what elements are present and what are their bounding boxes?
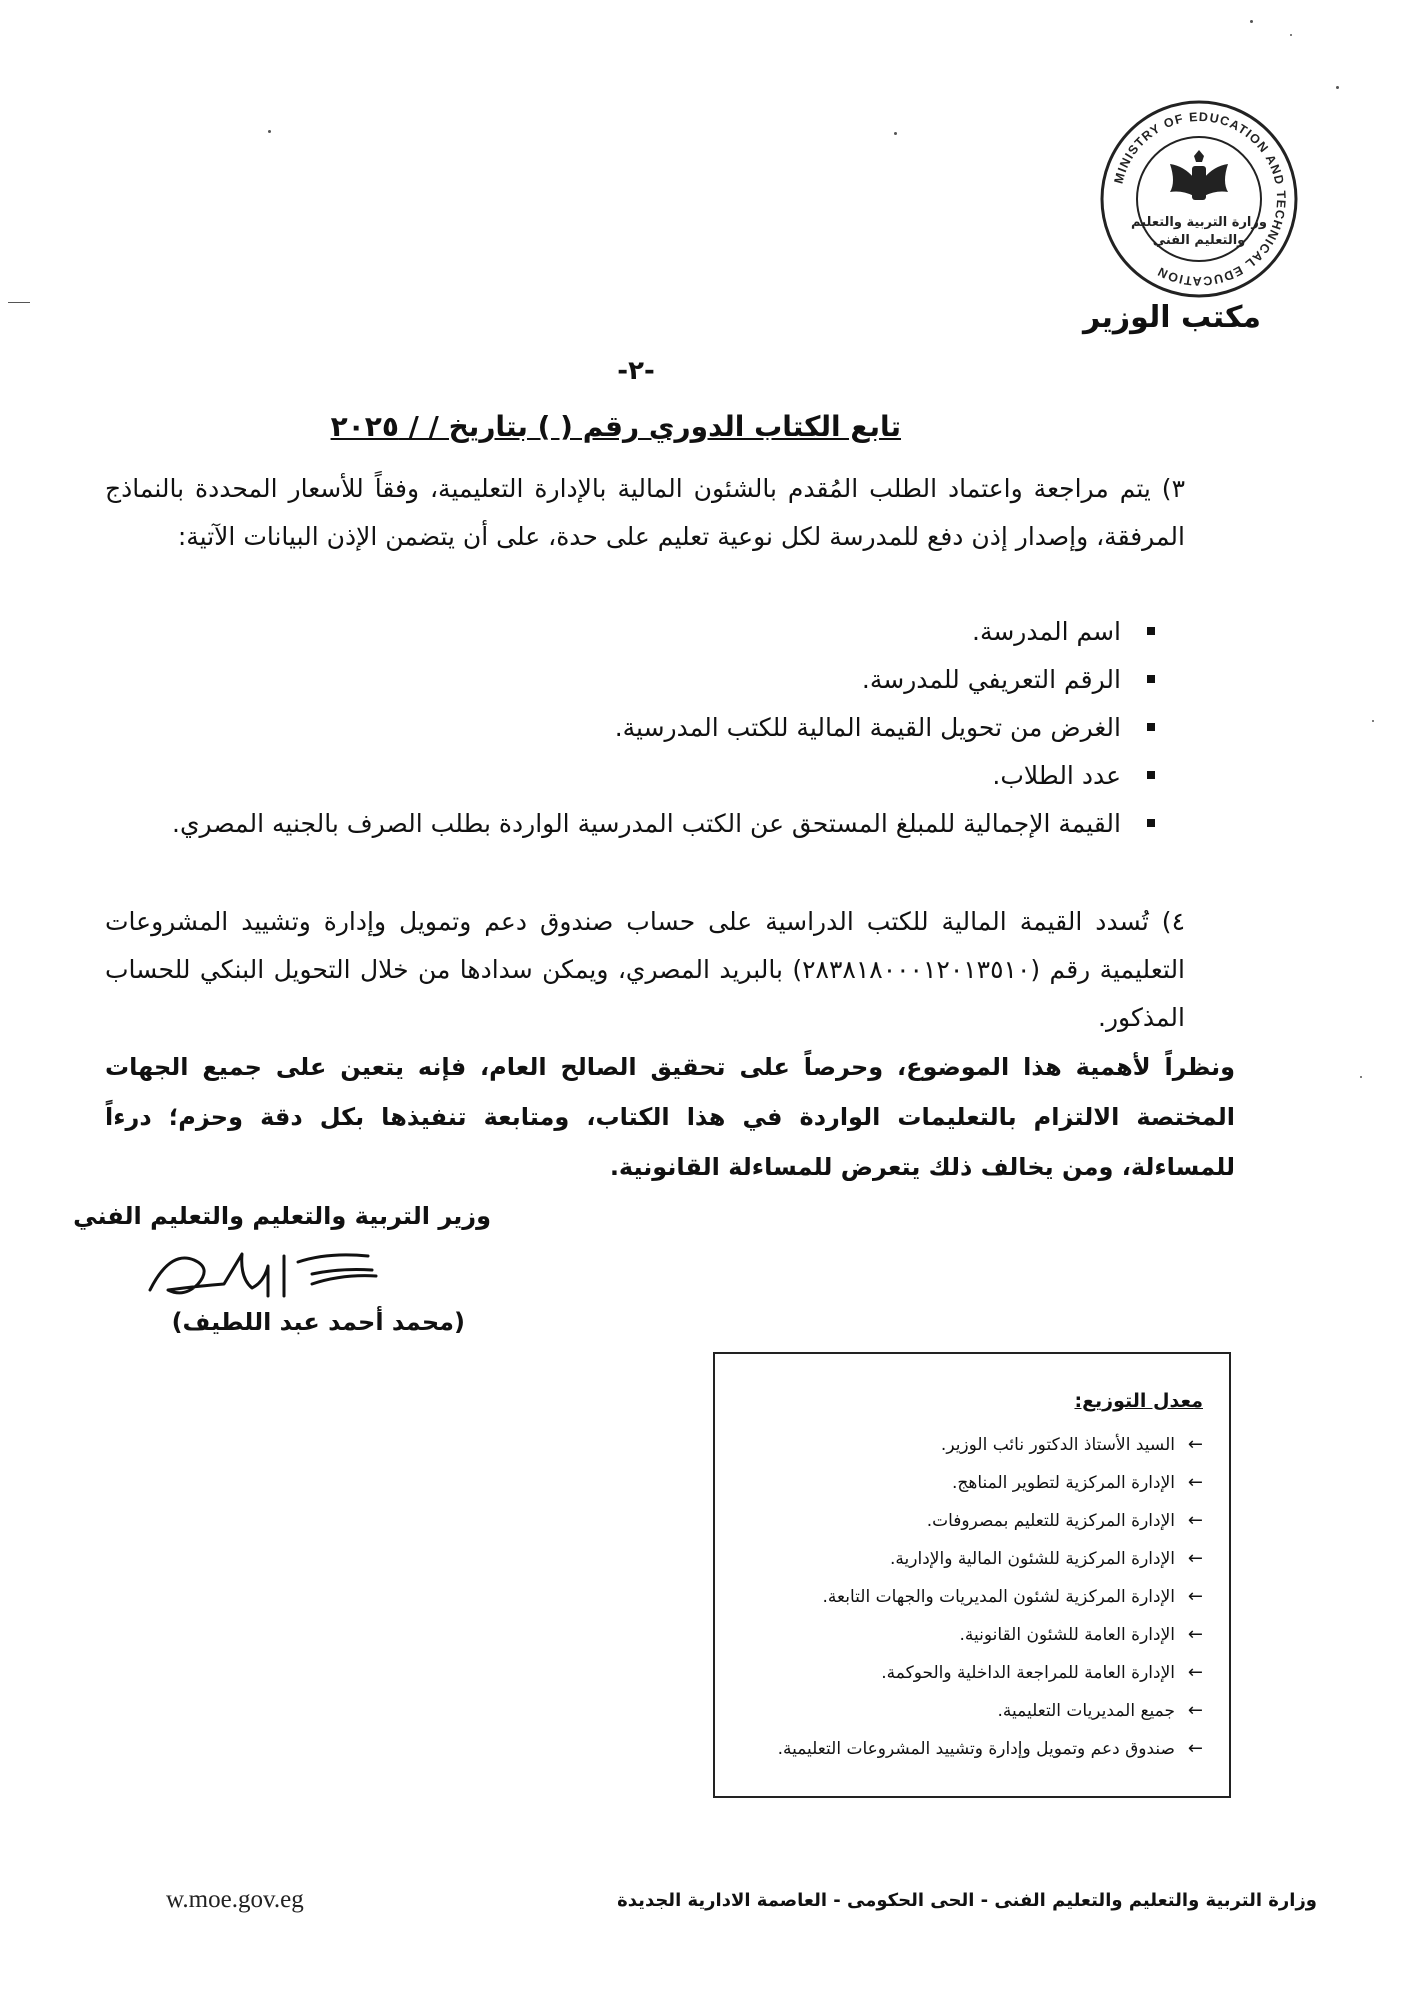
square-bullet-icon [1147,675,1155,683]
distribution-item: الإدارة المركزية لشئون المديريات والجهات التابعة. [822,1587,1175,1607]
left-arrow-icon: ← [1187,1586,1203,1607]
distribution-list [735,1426,1203,1768]
list-item [735,1578,1203,1616]
scan-speck [1290,34,1292,36]
left-arrow-icon: ← [1187,1510,1203,1531]
distribution-item: الإدارة العامة للمراجعة الداخلية والحوكمة. [881,1663,1175,1683]
left-arrow-icon: ← [1187,1548,1203,1569]
list-item [735,1692,1203,1730]
square-bullet-icon [1147,771,1155,779]
footer-address: وزارة التربية والتعليم والتعليم الفنى - الحى الحكومى - العاصمة الادارية الجديدة [617,1890,1317,1911]
list-item-text: القيمة الإجمالية للمبلغ المستحق عن الكتب المدرسية الواردة بطلب الصرف بالجنيه المصري. [172,809,1121,838]
distribution-item: السيد الأستاذ الدكتور نائب الوزير. [940,1435,1175,1455]
scan-speck [268,130,271,133]
page-number: -٢- [617,356,655,386]
list-item [735,1654,1203,1692]
distribution-item: صندوق دعم وتمويل وإدارة وتشييد المشروعات التعليمية. [777,1739,1175,1759]
signatory-name: (محمد أحمد عبد اللطيف) [171,1308,465,1336]
paragraph-item-3: ٣) يتم مراجعة واعتماد الطلب المُقدم بالشئون المالية بالإدارة التعليمية، وفقاً للأسعار المحددة بالنماذج المرفقة، وإصدار إذن دفع للمدرسة لكل نوعية تعليم على حدة، على أن يتضمن الإذن البيانات الآتية: [105,474,1185,551]
square-bullet-icon [1147,627,1155,635]
scan-speck [1250,20,1253,23]
list-item [735,1730,1203,1768]
list-item-text: الغرض من تحويل القيمة المالية للكتب المدرسية. [614,713,1121,742]
scan-speck [1372,720,1374,722]
svg-text:MINISTRY OF EDUCATION AND TECH: MINISTRY OF EDUCATION AND TECHNICAL EDUCATION [1111,109,1289,289]
list-item-text: عدد الطلاب. [992,761,1121,790]
list-item [735,1426,1203,1464]
distribution-item: الإدارة المركزية للشئون المالية والإدارية. [890,1549,1175,1569]
left-arrow-icon: ← [1187,1624,1203,1645]
document-subtitle: تابع الكتاب الدوري رقم ( ) بتاريخ / / ٢٠٢٥ [330,410,901,443]
distribution-item: الإدارة العامة للشئون القانونية. [959,1625,1175,1645]
list-item [735,1502,1203,1540]
distribution-box [713,1352,1231,1798]
list-item [735,1616,1203,1654]
square-bullet-icon [1147,819,1155,827]
scan-speck [8,302,30,303]
signatory-title: وزير التربية والتعليم والتعليم الفني [73,1202,491,1230]
paragraph-item-4: ٤) تُسدد القيمة المالية للكتب الدراسية على حساب صندوق دعم وتمويل وإدارة وتشييد المشروعات التعليمية رقم (٢٨٣٨١٨٠٠٠١٢٠١٣٥١٠) بالبريد المصري، ويمكن سدادها من خلال التحويل البنكي للحساب المذكور. [105,907,1186,1032]
left-arrow-icon: ← [1187,1434,1203,1455]
svg-text:والتعليم الفني: والتعليم الفني [1152,233,1246,248]
footer-website: w.moe.gov.eg [166,1886,304,1913]
left-arrow-icon: ← [1187,1738,1203,1759]
list-item [105,608,1155,656]
distribution-heading: معدل التوزيع: [1074,1390,1203,1412]
handwritten-signature [140,1232,440,1312]
distribution-item: جميع المديريات التعليمية. [997,1701,1175,1721]
distribution-item: الإدارة المركزية للتعليم بمصروفات. [926,1511,1175,1531]
left-arrow-icon: ← [1187,1472,1203,1493]
left-arrow-icon: ← [1187,1662,1203,1683]
scan-speck [894,132,897,135]
scan-speck [1360,1076,1362,1078]
office-title: مكتب الوزير [1082,300,1261,335]
required-data-list [105,608,1155,848]
left-arrow-icon: ← [1187,1700,1203,1721]
list-item [105,656,1155,704]
ministry-emblem-seal-icon [1098,98,1300,300]
compliance-note: ونظراً لأهمية هذا الموضوع، وحرصاً على تحقيق الصالح العام، فإنه يتعين على جميع الجهات المختصة الالتزام بالتعليمات الواردة في هذا الكتاب، ومتابعة تنفيذها بكل دقة وحزم؛ درءاً للمساءلة، ومن يخالف ذلك يتعرض للمساءلة القانونية. [105,1053,1235,1181]
square-bullet-icon [1147,723,1155,731]
list-item [105,800,1155,848]
list-item-text: الرقم التعريفي للمدرسة. [861,665,1121,694]
list-item [735,1464,1203,1502]
list-item [105,752,1155,800]
svg-text:وزارة التربية والتعليم: وزارة التربية والتعليم [1131,215,1267,230]
list-item-text: اسم المدرسة. [972,617,1121,646]
distribution-item: الإدارة المركزية لتطوير المناهج. [951,1473,1175,1493]
list-item [735,1540,1203,1578]
list-item [105,704,1155,752]
scan-speck [1336,86,1339,89]
